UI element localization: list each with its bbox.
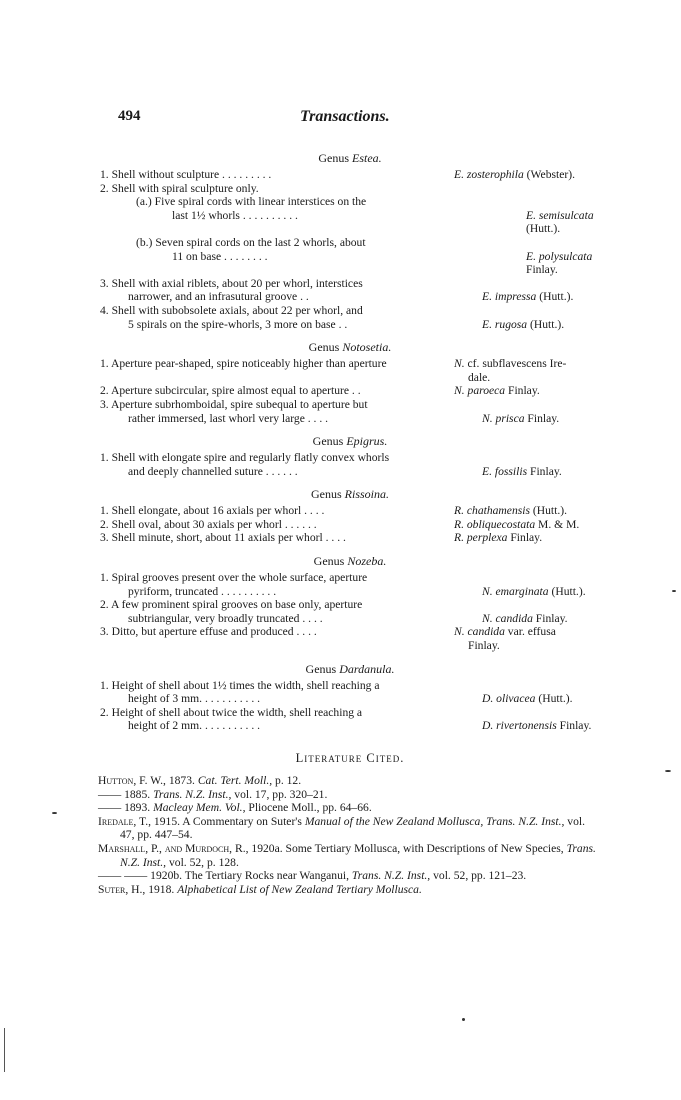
reference-detail: Pliocene Moll., pp. 64–66.: [245, 801, 372, 815]
key-row: [100, 168, 600, 182]
reference-text: 1893.: [121, 801, 154, 815]
key-row: [100, 612, 600, 626]
key-row: [100, 357, 600, 371]
genus-heading: Genus Estea.: [318, 151, 382, 165]
key-text: last 1½ whorls . . . . . . . . . .: [172, 208, 298, 222]
scan-speck: [462, 1018, 465, 1021]
key-text: 3. Ditto, but aperture effuse and produced . . . .: [100, 625, 317, 639]
reference-text: 1920a. Some Tertiary Mollusca, with Descriptions of New Species,: [248, 841, 567, 855]
species-name: [450, 384, 600, 398]
species-author: (Hutt.).: [536, 290, 574, 304]
species-binomial: D. olivacea: [482, 692, 536, 706]
reference-entry: [98, 883, 600, 897]
reference-text: 1885.: [121, 787, 154, 801]
reference-source: Macleay Mem. Vol.,: [153, 801, 246, 815]
species-binomial: R. chathamensis: [454, 504, 530, 518]
genus-name: Dardanula.: [339, 661, 395, 676]
key-row: [100, 412, 600, 426]
species-binomial: E. fossilis: [482, 464, 528, 478]
species-name: [450, 625, 600, 639]
species-binomial: N.: [454, 357, 465, 371]
key-text: (a.) Five spiral cords with linear interstices on the: [136, 195, 367, 209]
species-binomial: E. zosterophila: [454, 168, 524, 181]
species-author: Finlay.: [527, 464, 562, 478]
key-row: [100, 518, 600, 532]
key-row: [100, 598, 600, 612]
species-author: Finlay.: [507, 531, 543, 545]
species-name: [450, 357, 600, 371]
key-row: [100, 465, 600, 479]
key-text: 3. Shell minute, short, about 11 axials per whorl . . . .: [100, 531, 346, 545]
species-name: [450, 518, 600, 532]
genus-heading: Genus Dardanula.: [305, 661, 395, 676]
key-text: rather immersed, last whorl very large . . . .: [128, 411, 329, 425]
species-name-cont: dale.: [468, 370, 491, 384]
reference-author: Iredale, T.,: [98, 814, 152, 828]
species-name: [450, 531, 600, 545]
species-name: [478, 412, 600, 426]
species-author: Finlay.: [532, 611, 568, 625]
species-name: [450, 277, 600, 291]
scan-speck: [665, 770, 671, 772]
key-row: [100, 182, 600, 196]
reference-entry: [98, 842, 600, 869]
reference-source: Cat. Tert. Moll.,: [197, 774, 273, 787]
key-text: pyriform, truncated . . . . . . . . . .: [128, 584, 277, 598]
species-author: var. effusa: [504, 625, 556, 639]
reference-detail: vol. 47, pp. 447–54.: [120, 814, 586, 842]
literature-heading: Literature Cited.: [295, 751, 405, 765]
key-text: height of 3 mm. . . . . . . . . . .: [128, 692, 261, 706]
species-binomial: E. semisulcata: [526, 208, 594, 222]
species-author: (Hutt.).: [527, 317, 565, 331]
species-name: [522, 250, 600, 277]
key-text: 2. Shell oval, about 30 axials per whorl . . . . . .: [100, 517, 317, 531]
species-author: Finlay.: [524, 411, 560, 425]
reference-entry: [98, 869, 600, 883]
reference-author: Suter, H.,: [98, 882, 146, 896]
key-row: [100, 304, 600, 318]
species-author: (Hutt.).: [548, 584, 586, 598]
reference-source: Trans. N.Z. Inst.,: [120, 841, 596, 869]
species-binomial: N. prisca: [482, 411, 525, 425]
scan-edge-line: [4, 1028, 5, 1072]
reference-author: ——: [98, 787, 122, 801]
key-text: subtriangular, very broadly truncated . . . .: [128, 611, 323, 625]
species-author: cf. subflavescens Ire-: [464, 357, 567, 371]
species-binomial: E. impressa: [482, 290, 537, 304]
key-row: [100, 571, 600, 585]
key-row: [100, 195, 600, 209]
species-name: [450, 398, 600, 412]
reference-detail: vol. 52, p. 128.: [166, 855, 239, 869]
species-binomial: R. perplexa: [454, 531, 508, 545]
species-author: M. & M.: [535, 517, 580, 531]
genus-name: Notosetia.: [342, 340, 392, 355]
species-name: [478, 612, 600, 626]
key-content: [100, 142, 600, 896]
species-binomial: R. obliquecostata: [454, 517, 536, 531]
reference-source: Trans. N.Z. Inst.,: [153, 787, 232, 801]
reference-entry: [98, 815, 600, 842]
species-name: [522, 209, 600, 236]
key-text: 1. Shell with elongate spire and regularly flatly convex whorls: [100, 451, 390, 465]
species-name: [450, 504, 600, 518]
key-row: [100, 504, 600, 518]
genus-heading: Genus Rissoina.: [310, 487, 389, 502]
key-row: [100, 585, 600, 599]
key-row: [100, 384, 600, 398]
key-row: [100, 679, 600, 693]
species-author: Finlay.: [556, 719, 592, 733]
key-text: 1. Height of shell about 1½ times the width, shell reaching a: [100, 678, 380, 692]
species-author: (Webster).: [523, 168, 575, 181]
genus-name: Rissoina.: [344, 487, 389, 502]
genus-heading: Genus Nozeba.: [313, 554, 387, 569]
key-text: 1. Spiral grooves present over the whole surface, aperture: [100, 571, 368, 585]
reference-author: —— ——: [98, 869, 148, 883]
key-row: [100, 719, 600, 733]
reference-entry: [98, 774, 600, 788]
key-row: [100, 318, 600, 332]
species-name: [450, 182, 600, 196]
reference-entry: [98, 788, 600, 802]
species-name: [450, 598, 600, 612]
key-text: [100, 639, 450, 653]
species-author: (Hutt.).: [526, 222, 561, 236]
species-name: [450, 168, 600, 182]
reference-author: Hutton, F. W.,: [98, 774, 166, 787]
scan-speck: [52, 812, 57, 814]
key-text: height of 2 mm. . . . . . . . . . .: [128, 719, 261, 733]
page-header: [0, 108, 681, 130]
key-row: [100, 371, 600, 385]
key-text: 1. Shell elongate, about 16 axials per whorl . . . .: [100, 504, 325, 518]
key-text: [100, 371, 450, 385]
species-binomial: N. candida: [482, 611, 533, 625]
reference-text: 1918.: [145, 882, 178, 896]
species-name-cont: Finlay.: [468, 639, 500, 653]
page-number: 494: [118, 108, 141, 124]
key-row: [100, 639, 600, 653]
species-name: [450, 679, 600, 693]
reference-author: ——: [98, 801, 122, 815]
key-row: [100, 692, 600, 706]
species-name: [486, 236, 600, 250]
reference-text: 1915. A Commentary on Suter's: [151, 814, 305, 828]
species-name: [478, 290, 600, 304]
key-text: 2. A few prominent spiral grooves on base only, aperture: [100, 598, 363, 612]
key-text: 3. Shell with axial riblets, about 20 per whorl, interstices: [100, 276, 363, 290]
running-title: Transactions.: [300, 108, 390, 125]
key-row: [100, 209, 600, 236]
reference-source: Trans. N.Z. Inst.,: [351, 869, 431, 883]
key-row: [100, 250, 600, 277]
key-text: 5 spirals on the spire-whorls, 3 more on base . .: [128, 317, 348, 331]
reference-text: 1873.: [165, 774, 198, 787]
genus-name: Nozeba.: [347, 554, 387, 569]
species-binomial: N. candida: [454, 625, 505, 639]
reference-text: 1920b. The Tertiary Rocks near Wanganui,: [147, 869, 352, 883]
species-author: Finlay.: [505, 384, 540, 398]
key-row: [100, 451, 600, 465]
key-text: 11 on base . . . . . . . .: [172, 249, 268, 263]
key-row: [100, 236, 600, 250]
species-binomial: N. paroeca: [454, 384, 506, 398]
species-name: [450, 304, 600, 318]
species-name: [478, 585, 600, 599]
key-text: narrower, and an infrasutural groove . .: [128, 290, 309, 304]
species-binomial: D. rivertonensis: [482, 719, 557, 733]
species-name: [478, 318, 600, 332]
key-text: 3. Aperture subrhomboidal, spire subequal to aperture but: [100, 397, 368, 411]
reference-entry: [98, 801, 600, 815]
key-row: [100, 706, 600, 720]
species-name: [478, 465, 600, 479]
key-text: and deeply channelled suture . . . . . .: [128, 464, 298, 478]
species-binomial: E. polysulcata: [526, 249, 593, 263]
key-row: [100, 398, 600, 412]
key-row: [100, 531, 600, 545]
species-name: [478, 719, 600, 733]
reference-detail: vol. 17, pp. 320–21.: [231, 787, 328, 801]
key-text: 1. Aperture pear-shaped, spire noticeably higher than aperture: [100, 357, 387, 371]
species-name: [486, 195, 600, 209]
key-text: 1. Shell without sculpture . . . . . . . . .: [100, 168, 272, 181]
key-text: (b.) Seven spiral cords on the last 2 whorls, about: [136, 235, 366, 249]
key-row: [100, 625, 600, 639]
species-author: (Hutt.).: [530, 504, 568, 518]
species-name: [450, 571, 600, 585]
species-name: [478, 692, 600, 706]
key-text: 2. Shell with spiral sculpture only.: [100, 181, 259, 195]
key-row: [100, 290, 600, 304]
genus-name: Estea.: [352, 151, 382, 165]
species-author: Finlay.: [526, 263, 558, 277]
genus-name: Epigrus.: [346, 434, 388, 449]
reference-detail: p. 12.: [272, 774, 302, 787]
key-text: 2. Height of shell about twice the width, shell reaching a: [100, 705, 363, 719]
key-text: 2. Aperture subcircular, spire almost equal to aperture . .: [100, 384, 361, 398]
reference-source: Alphabetical List of New Zealand Tertiary Mollusca.: [177, 882, 422, 896]
key-row: [100, 277, 600, 291]
species-binomial: N. emarginata: [482, 584, 549, 598]
reference-author: Marshall, P., and Murdoch, R.,: [98, 841, 249, 855]
genus-heading: Genus Epigrus.: [312, 434, 388, 449]
species-binomial: E. rugosa: [482, 317, 528, 331]
reference-source: Manual of the New Zealand Mollusca, Trans. N.Z. Inst.,: [304, 814, 565, 828]
species-name: [450, 451, 600, 465]
key-text: 4. Shell with subobsolete axials, about 22 per whorl, and: [100, 303, 363, 317]
species-name: [450, 706, 600, 720]
scan-speck: [672, 590, 676, 592]
genus-heading: Genus Notosetia.: [308, 340, 392, 355]
reference-detail: vol. 52, pp. 121–23.: [430, 869, 527, 883]
species-author: (Hutt.).: [535, 692, 573, 706]
